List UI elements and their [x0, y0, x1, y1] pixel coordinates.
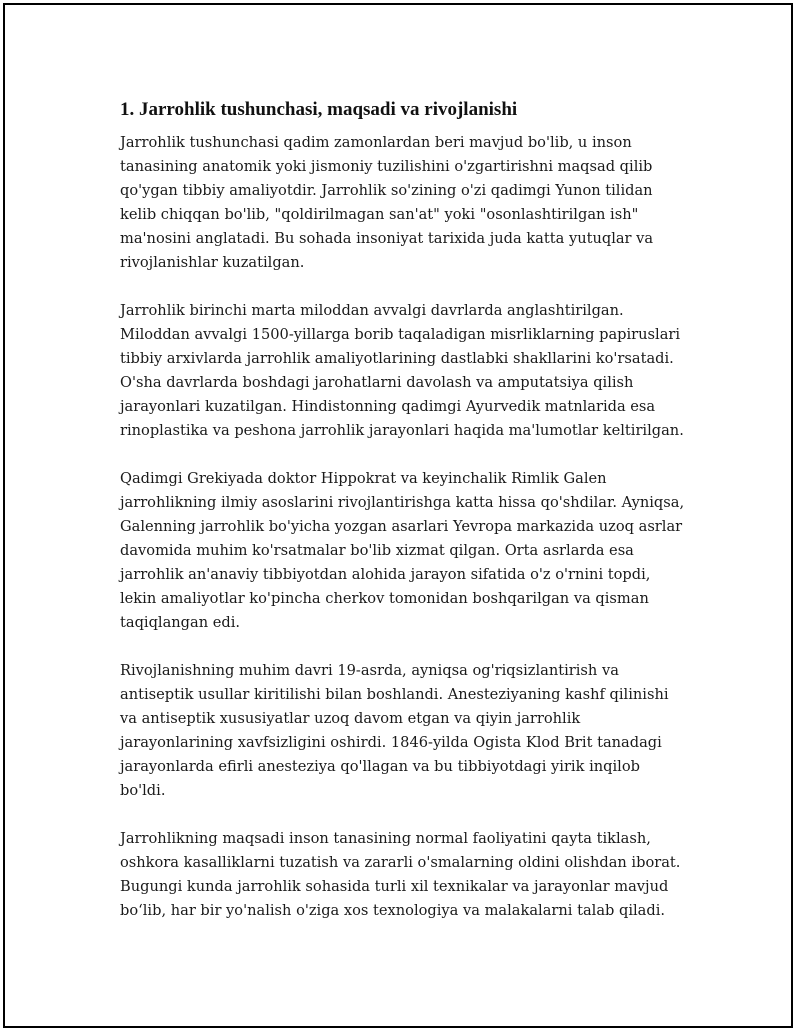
paragraph-3	[120, 467, 690, 635]
text-line: Jarrohlikning maqsadi inson tanasining normal faoliyatini qayta tiklash,	[120, 830, 651, 847]
text-line: lekin amaliyotlar ko'pincha cherkov tomonidan boshqarilgan va qisman	[120, 590, 649, 607]
text-line: jarayonlarining xavfsizligini oshirdi. 1846-yilda Ogista Klod Brit tanadagi	[120, 734, 662, 751]
text-line: taqiqlangan edi.	[120, 614, 241, 631]
paragraph-4	[120, 659, 690, 803]
text-line: jarrohlikning ilmiy asoslarini rivojlantirishga katta hissa qo'shdilar. Ayniqsa,	[120, 494, 685, 511]
text-line: rivojlanishlar kuzatilgan.	[120, 254, 305, 271]
text-line: bo'ldi.	[120, 782, 166, 799]
text-line: jarrohlik an'anaviy tibbiyotdan alohida jarayon sifatida o'z o'rnini topdi,	[120, 566, 651, 583]
text-line: Jarrohlik birinchi marta miloddan avvalgi davrlarda anglashtirilgan.	[120, 302, 624, 319]
paragraph-1	[120, 131, 690, 275]
text-line: Jarrohlik tushunchasi qadim zamonlardan beri mavjud bo'lib, u inson	[120, 134, 632, 151]
text-line: oshkora kasalliklarni tuzatish va zararli o'smalarning oldini olishdan iborat.	[120, 854, 681, 871]
text-line: Miloddan avvalgi 1500-yillarga borib taqaladigan misrliklarning papiruslari	[120, 326, 681, 343]
text-line: Rivojlanishning muhim davri 19-asrda, ayniqsa og'riqsizlantirish va	[120, 662, 619, 679]
text-line: Galenning jarrohlik bo'yicha yozgan asarlari Yevropa markazida uzoq asrlar	[120, 518, 683, 535]
text-line: Bugungi kunda jarrohlik sohasida turli xil texnikalar va jarayonlar mavjud	[120, 878, 669, 895]
text-line: va antiseptik xususiyatlar uzoq davom etgan va qiyin jarrohlik	[120, 710, 581, 727]
text-line: jarayonlarda efirli anesteziya qo'llagan va bu tibbiyotdagi yirik inqilob	[120, 758, 640, 775]
text-line: tibbiy arxivlarda jarrohlik amaliyotlarining dastlabki shakllarini ko'rsatadi.	[120, 350, 674, 367]
text-line: jarayonlari kuzatilgan. Hindistonning qadimgi Ayurvedik matnlarida esa	[120, 398, 656, 415]
paragraph-2	[120, 299, 690, 443]
text-line: tanasining anatomik yoki jismoniy tuzilishini o'zgartirishni maqsad qilib	[120, 158, 653, 175]
text-line: qo'ygan tibbiy amaliyotdir. Jarrohlik so'zining o'zi qadimgi Yunon tilidan	[120, 182, 653, 199]
text-line: kelib chiqqan bo'lib, "qoldirilmagan san'at" yoki "osonlashtirilgan ish"	[120, 206, 639, 223]
text-line: Qadimgi Grekiyada doktor Hippokrat va keyinchalik Rimlik Galen	[120, 470, 607, 487]
document-body	[120, 97, 690, 947]
text-line: bo‘lib, har bir yo'nalish o'ziga xos texnologiya va malakalarni talab qiladi.	[120, 902, 666, 919]
document-page	[3, 3, 793, 1028]
section-heading: 1. Jarrohlik tushunchasi, maqsadi va rivojlanishi	[120, 99, 518, 120]
text-line: davomida muhim ko'rsatmalar bo'lib xizmat qilgan. Orta asrlarda esa	[120, 542, 634, 559]
paragraph-5	[120, 827, 690, 923]
text-line: O'sha davrlarda boshdagi jarohatlarni davolash va amputatsiya qilish	[120, 374, 634, 391]
text-line: antiseptik usullar kiritilishi bilan boshlandi. Anesteziyaning kashf qilinishi	[120, 686, 669, 703]
text-line: rinoplastika va peshona jarrohlik jarayonlari haqida ma'lumotlar keltirilgan.	[120, 422, 684, 439]
text-line: ma'nosini anglatadi. Bu sohada insoniyat tarixida juda katta yutuqlar va	[120, 230, 654, 247]
